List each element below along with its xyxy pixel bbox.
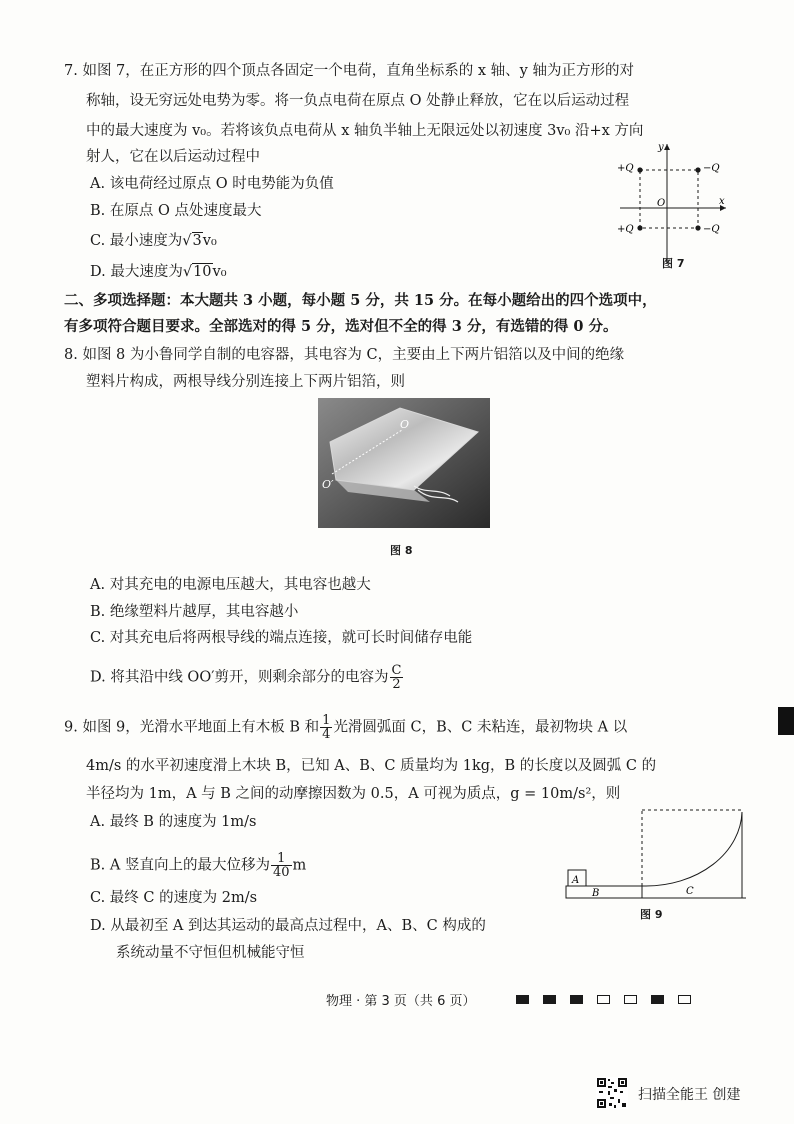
q7-option-d-suffix: v₀ xyxy=(212,264,227,280)
label-b: B xyxy=(592,888,600,899)
qr-code-icon xyxy=(596,1077,628,1109)
label-y: y xyxy=(658,142,664,153)
label-plus-q-top: +Q xyxy=(617,163,634,174)
square-outline xyxy=(640,170,698,228)
filled-block-mark xyxy=(543,995,556,1004)
empty-block-mark xyxy=(678,995,691,1004)
charge-dot xyxy=(637,167,642,172)
q9-option-d-line-2: 系统动量不守恒但机械能守恒 xyxy=(116,945,305,961)
fraction-numerator: 1 xyxy=(271,852,292,866)
empty-block-mark xyxy=(624,995,637,1004)
q8-line-2: 塑料片构成，两根导线分别连接上下两片铝箔，则 xyxy=(86,374,405,390)
q9-line-1-part-a: 9. 如图 9，光滑水平地面上有木板 B 和 xyxy=(64,719,320,736)
figure-8-photo xyxy=(318,398,490,528)
board-b xyxy=(566,886,642,898)
filled-block-mark xyxy=(570,995,583,1004)
fraction-numerator: 1 xyxy=(322,713,331,728)
charge-dot xyxy=(637,225,642,230)
q9-option-b xyxy=(90,852,306,879)
q7-option-a: A. 该电荷经过原点 O 时电势能为负值 xyxy=(90,176,334,192)
fraction-denominator: 2 xyxy=(392,677,401,692)
fraction-denominator: 40 xyxy=(272,865,290,880)
q7-option-d-root: 10 xyxy=(193,264,212,280)
figure-9-diagram xyxy=(562,806,750,906)
page-number: 物理 · 第 3 页（共 6 页） xyxy=(326,994,476,1009)
q7-option-d xyxy=(90,262,227,282)
q9-option-c: C. 最终 C 的速度为 2m/s xyxy=(90,890,258,906)
figure-8-caption: 图 8 xyxy=(390,544,413,557)
q8-line-1: 8. 如图 8 为小鲁同学自制的电容器，其电容为 C，主要由上下两片铝箔以及中间的绝缘 xyxy=(64,347,625,363)
empty-block-mark xyxy=(597,995,610,1004)
q9-line-1-part-b: 光滑圆弧面 C，B、C 未粘连，最初物块 A 以 xyxy=(333,719,628,736)
q7-option-c-suffix: v₀ xyxy=(202,233,217,249)
section-2-line-1: 二、多项选择题：本大题共 3 小题，每小题 5 分，共 15 分。在每小题给出的四个选项中， xyxy=(64,292,657,309)
label-minus-q-top: −Q xyxy=(703,163,720,174)
filled-block-mark xyxy=(651,995,664,1004)
q7-line-4: 射人，它在以后运动过程中 xyxy=(86,149,260,165)
q8-option-b: B. 绝缘塑料片越厚，其电容越小 xyxy=(90,604,299,620)
q8-option-d xyxy=(90,664,404,691)
photo-label-o: O xyxy=(400,418,410,431)
q7-option-c-root: 3 xyxy=(192,233,202,249)
charge-dot xyxy=(695,167,700,172)
q9-option-a: A. 最终 B 的速度为 1m/s xyxy=(90,814,257,830)
filled-block-mark xyxy=(516,995,529,1004)
label-c: C xyxy=(686,886,694,897)
label-origin: O xyxy=(657,198,666,209)
figure-7-diagram xyxy=(612,138,732,270)
q7-line-2: 称轴，设无穷远处电势为零。将一负点电荷在原点 O 处静止释放，它在以后运动过程 xyxy=(86,93,630,109)
q7-option-c xyxy=(90,231,217,251)
section-2-line-2: 有多项符合题目要求。全部选对的得 5 分，选对但不全的得 3 分，有选错的得 0 分。 xyxy=(64,318,618,335)
figure-9-caption: 图 9 xyxy=(640,908,663,921)
fraction-one-quarter xyxy=(320,714,332,741)
fraction-c-over-2 xyxy=(390,664,404,691)
charge-dot xyxy=(695,225,700,230)
sqrt-sign: √ xyxy=(182,264,193,280)
scanner-watermark: 扫描全能王 创建 xyxy=(638,1087,741,1103)
q9-option-d-line-1: D. 从最初至 A 到达其运动的最高点过程中，A、B、C 构成的 xyxy=(90,918,486,934)
q7-option-b: B. 在原点 O 点处速度最大 xyxy=(90,203,262,219)
q9-line-3: 半径均为 1m，A 与 B 之间的动摩擦因数为 0.5，A 可视为质点，g = 10m/s²，则 xyxy=(86,786,621,802)
q9-option-b-suffix: m xyxy=(292,857,307,874)
q9-line-2: 4m/s 的水平初速度滑上木块 B，已知 A、B、C 质量均为 1kg，B 的长度以及圆弧 C 的 xyxy=(86,758,657,774)
fraction-one-fortieth xyxy=(271,852,292,879)
y-axis-arrow-icon xyxy=(664,144,670,150)
label-a: A xyxy=(572,875,580,886)
q7-line-3: 中的最大速度为 v₀。若将该负点电荷从 x 轴负半轴上无限远处以初速度 3v₀ 沿+x 方向 xyxy=(86,123,644,139)
q7-line-1: 7. 如图 7，在正方形的四个顶点各固定一个电荷，直角坐标系的 x 轴、y 轴为正方形的对 xyxy=(64,63,634,79)
q9-line-1 xyxy=(64,714,627,741)
q8-option-a: A. 对其充电的电源电压越大，其电容也越大 xyxy=(90,577,371,593)
photo-label-o-prime: O′ xyxy=(322,478,334,491)
q8-option-c: C. 对其充电后将两根导线的端点连接，就可长时间储存电能 xyxy=(90,630,473,646)
q9-option-b-prefix: B. A 竖直向上的最大位移为 xyxy=(90,857,270,874)
fraction-numerator: C xyxy=(391,663,402,678)
fraction-denominator: 4 xyxy=(322,727,331,742)
q8-option-d-prefix: D. 将其沿中线 OO′剪开，则剩余部分的电容为 xyxy=(90,669,389,686)
side-registration-mark xyxy=(778,707,794,735)
label-minus-q-bottom: −Q xyxy=(703,224,720,235)
arc-bounding-box xyxy=(642,810,742,886)
label-plus-q-bottom: +Q xyxy=(617,224,634,235)
figure-7-caption: 图 7 xyxy=(662,257,685,270)
q7-option-d-prefix: D. 最大速度为 xyxy=(90,264,183,280)
q7-option-c-prefix: C. 最小速度为 xyxy=(90,233,183,249)
sqrt-sign: √ xyxy=(182,233,192,249)
label-x: x xyxy=(719,196,725,207)
